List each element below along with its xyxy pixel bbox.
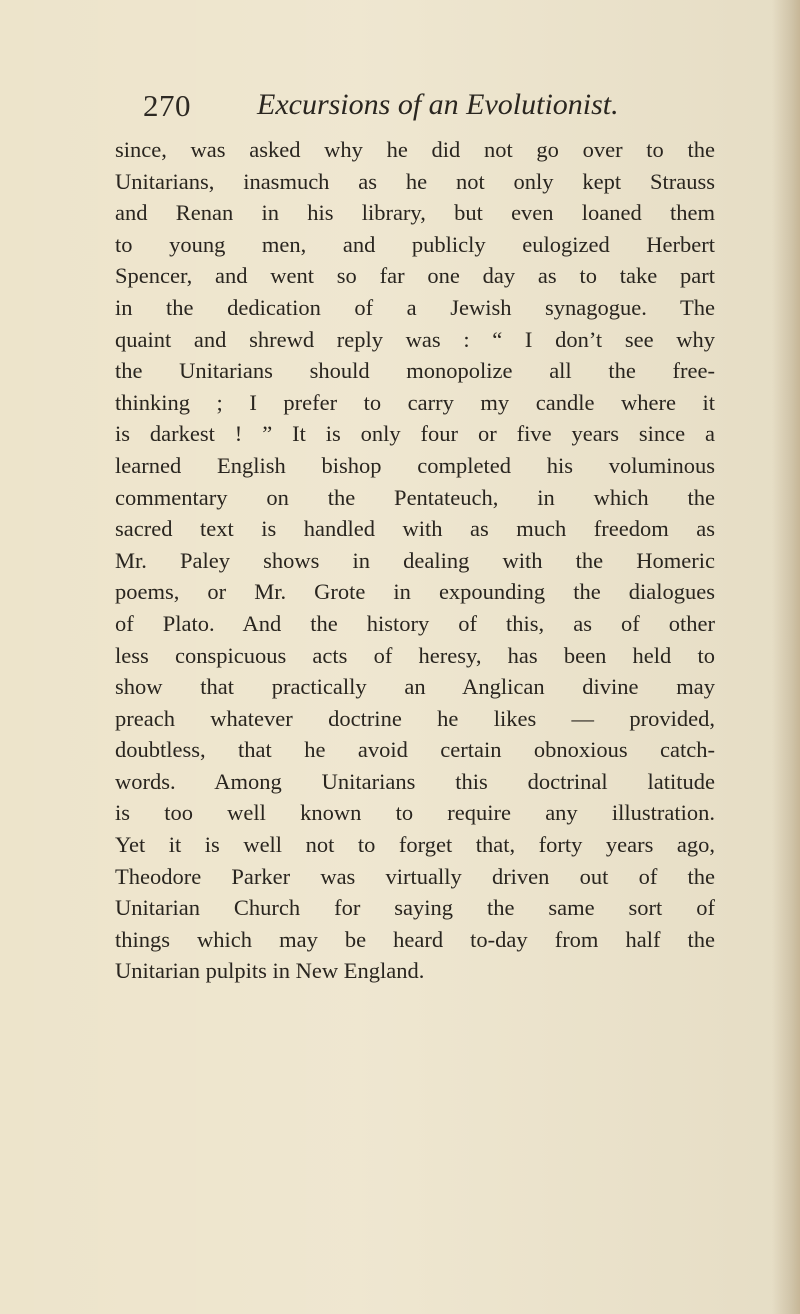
text-line: sacred text is handled with as much freedom as	[115, 516, 715, 542]
text-line: is darkest ! ” It is only four or five years since a	[115, 421, 715, 447]
text-line: of Plato. And the history of this, as of other	[115, 610, 715, 636]
running-head: Excursions of an Evolutionist.	[257, 88, 619, 121]
text-line: Theodore Parker was virtually driven out of the	[115, 863, 715, 889]
text-line: Unitarian Church for saying the same sort of	[115, 895, 715, 921]
text-line: learned English bishop completed his voluminous	[115, 452, 715, 478]
text-line: Mr. Paley shows in dealing with the Homeric	[115, 547, 715, 573]
text-line: less conspicuous acts of heresy, has been held to	[115, 642, 715, 668]
text-line: preach whatever doctrine he likes — provided,	[115, 705, 715, 731]
text-line: and Renan in his library, but even loaned them	[115, 200, 715, 226]
text-line: is too well known to require any illustration.	[115, 800, 715, 826]
body-text	[115, 134, 715, 987]
page-number: 270	[143, 88, 191, 123]
text-line: since, was asked why he did not go over to the	[115, 137, 715, 162]
text-line: the Unitarians should monopolize all the free-	[115, 358, 715, 384]
text-line: Unitarians, inasmuch as he not only kept Strauss	[115, 168, 715, 194]
text-line: thinking ; I prefer to carry my candle where it	[115, 389, 715, 415]
text-line: doubtless, that he avoid certain obnoxious catch-	[115, 737, 715, 763]
text-line: in the dedication of a Jewish synagogue. The	[115, 294, 715, 320]
text-line: to young men, and publicly eulogized Herbert	[115, 231, 715, 257]
text-line: things which may be heard to-day from half the	[115, 926, 715, 952]
text-line: poems, or Mr. Grote in expounding the dialogues	[115, 579, 715, 605]
text-line: quaint and shrewd reply was : “ I don’t see why	[115, 326, 715, 352]
text-line: Unitarian pulpits in New England.	[115, 958, 425, 984]
text-line: show that practically an Anglican divine may	[115, 674, 715, 700]
text-line: commentary on the Pentateuch, in which the	[115, 484, 715, 510]
text-line: Yet it is well not to forget that, forty years ago,	[115, 832, 715, 858]
text-line: Spencer, and went so far one day as to take part	[115, 263, 715, 289]
page-edge-shadow	[772, 0, 800, 1314]
text-line: words. Among Unitarians this doctrinal latitude	[115, 768, 715, 794]
page-header	[143, 88, 703, 128]
